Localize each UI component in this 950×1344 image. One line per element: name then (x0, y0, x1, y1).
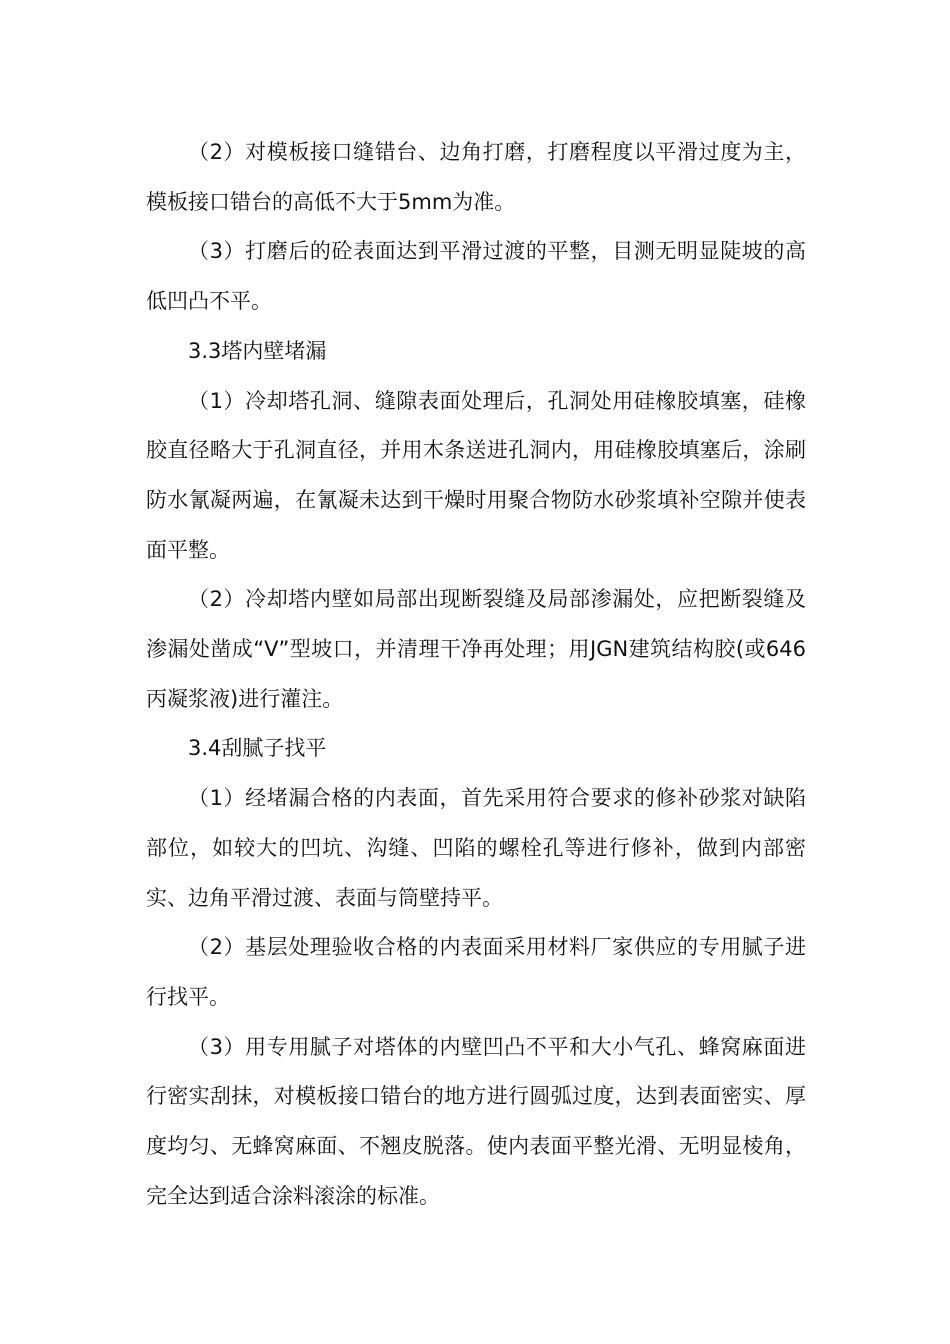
paragraph-3-3-item-1: （1）冷却塔孔洞、缝隙表面处理后，孔洞处用硅橡胶填塞，硅橡胶直径略大于孔洞直径，并用木条送进孔洞内，用硅橡胶填塞后，涂刷防水氰凝两遍，在氰凝未达到干燥时用聚合物防水砂浆填补空隙并使表面平整。 (146, 388, 806, 562)
section-heading-3-3: 3.3塔内壁堵漏 (188, 338, 327, 363)
paragraph-3-4-item-2: （2）基层处理验收合格的内表面采用材料厂家供应的专用腻子进行找平。 (146, 935, 806, 1009)
paragraph-3-4-item-1: （1）经堵漏合格的内表面，首先采用符合要求的修补砂浆对缺陷部位，如较大的凹坑、沟缝、凹陷的螺栓孔等进行修补，做到内部密实、边角平滑过渡、表面与筒壁持平。 (146, 786, 806, 910)
section-heading-3-4: 3.4刮腻子找平 (188, 736, 327, 761)
paragraph-3-3-item-2: （2）冷却塔内壁如局部出现断裂缝及局部渗漏处，应把断裂缝及渗漏处凿成“V”型坡口，并清理干净再处理；用JGN建筑结构胶(或646丙凝浆液)进行灌注。 (146, 587, 806, 711)
paragraph-3-2-item-3: （3）打磨后的砼表面达到平滑过渡的平整，目测无明显陡坡的高低凹凸不平。 (146, 239, 806, 314)
paragraph-3-2-item-2: （2）对模板接口缝错台、边角打磨，打磨程度以平滑过度为主，模板接口错台的高低不大于5mm为准。 (146, 140, 806, 214)
paragraph-3-4-item-3: （3）用专用腻子对塔体的内壁凹凸不平和大小气孔、蜂窝麻面进行密实刮抹，对模板接口错台的地方进行圆弧过度，达到表面密实、厚度均匀、无蜂窝麻面、不翘皮脱落。使内表面平整光滑、无明显棱角，完全达到适合涂料滚涂的标准。 (146, 1034, 806, 1208)
document-body (146, 128, 806, 1221)
